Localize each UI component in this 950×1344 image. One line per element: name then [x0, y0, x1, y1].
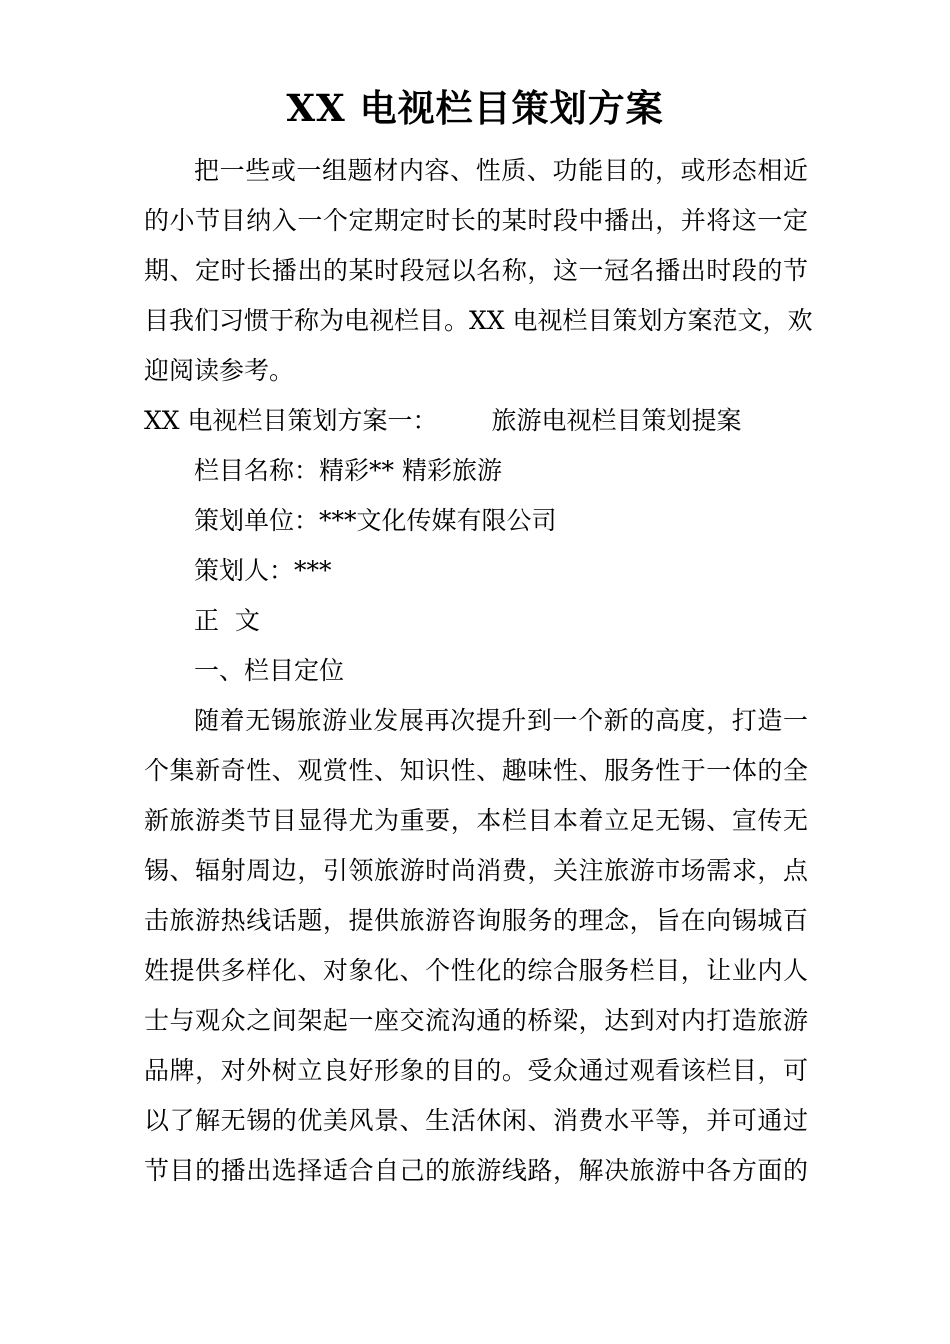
- planning-unit: 策划单位：***文化传媒有限公司: [194, 506, 557, 535]
- paragraph-line: 目我们习惯于称为电视栏目。XX 电视栏目策划方案范文，欢: [144, 306, 813, 335]
- intro-paragraph: [144, 146, 813, 396]
- paragraph-line: 的小节目纳入一个定期定时长的某时段中播出，并将这一定: [144, 206, 808, 235]
- positioning-paragraph: [144, 696, 808, 1196]
- paragraph-line: 士与观众之间架起一座交流沟通的桥梁，达到对内打造旅游: [144, 1006, 808, 1035]
- section-label: XX 电视栏目策划方案一：: [144, 406, 438, 435]
- paragraph-line: 以了解无锡的优美风景、生活休闲、消费水平等，并可通过: [144, 1106, 808, 1135]
- paragraph-line: 迎阅读参考。: [144, 356, 295, 385]
- paragraph-line: 新旅游类节目显得尤为重要，本栏目本着立足无锡、宣传无: [144, 806, 808, 835]
- paragraph-line: 击旅游热线话题，提供旅游咨询服务的理念，旨在向锡城百: [144, 906, 808, 935]
- paragraph-line: 把一些或一组题材内容、性质、功能目的，或形态相近: [194, 156, 808, 185]
- body-heading: 正 文: [194, 606, 260, 635]
- paragraph-line: 锡、辐射周边，引领旅游时尚消费，关注旅游市场需求，点: [144, 856, 808, 885]
- heading-positioning: 一、栏目定位: [194, 656, 345, 685]
- section-heading: [144, 396, 808, 446]
- paragraph-line: 姓提供多样化、对象化、个性化的综合服务栏目，让业内人: [144, 956, 808, 985]
- column-name: 栏目名称：精彩** 精彩旅游: [194, 456, 502, 485]
- planner: 策划人：***: [194, 556, 332, 585]
- paragraph-line: 个集新奇性、观赏性、知识性、趣味性、服务性于一体的全: [144, 756, 808, 785]
- paragraph-line: 期、定时长播出的某时段冠以名称，这一冠名播出时段的节: [144, 256, 808, 285]
- section-title: 旅游电视栏目策划提案: [491, 406, 742, 435]
- document-body: [144, 146, 813, 1196]
- document-title: XX 电视栏目策划方案: [286, 86, 664, 130]
- paragraph-line: 节目的播出选择适合自己的旅游线路，解决旅游中各方面的: [144, 1156, 808, 1185]
- paragraph-line: 随着无锡旅游业发展再次提升到一个新的高度，打造一: [194, 706, 808, 735]
- paragraph-line: 品牌，对外树立良好形象的目的。受众通过观看该栏目，可: [144, 1056, 808, 1085]
